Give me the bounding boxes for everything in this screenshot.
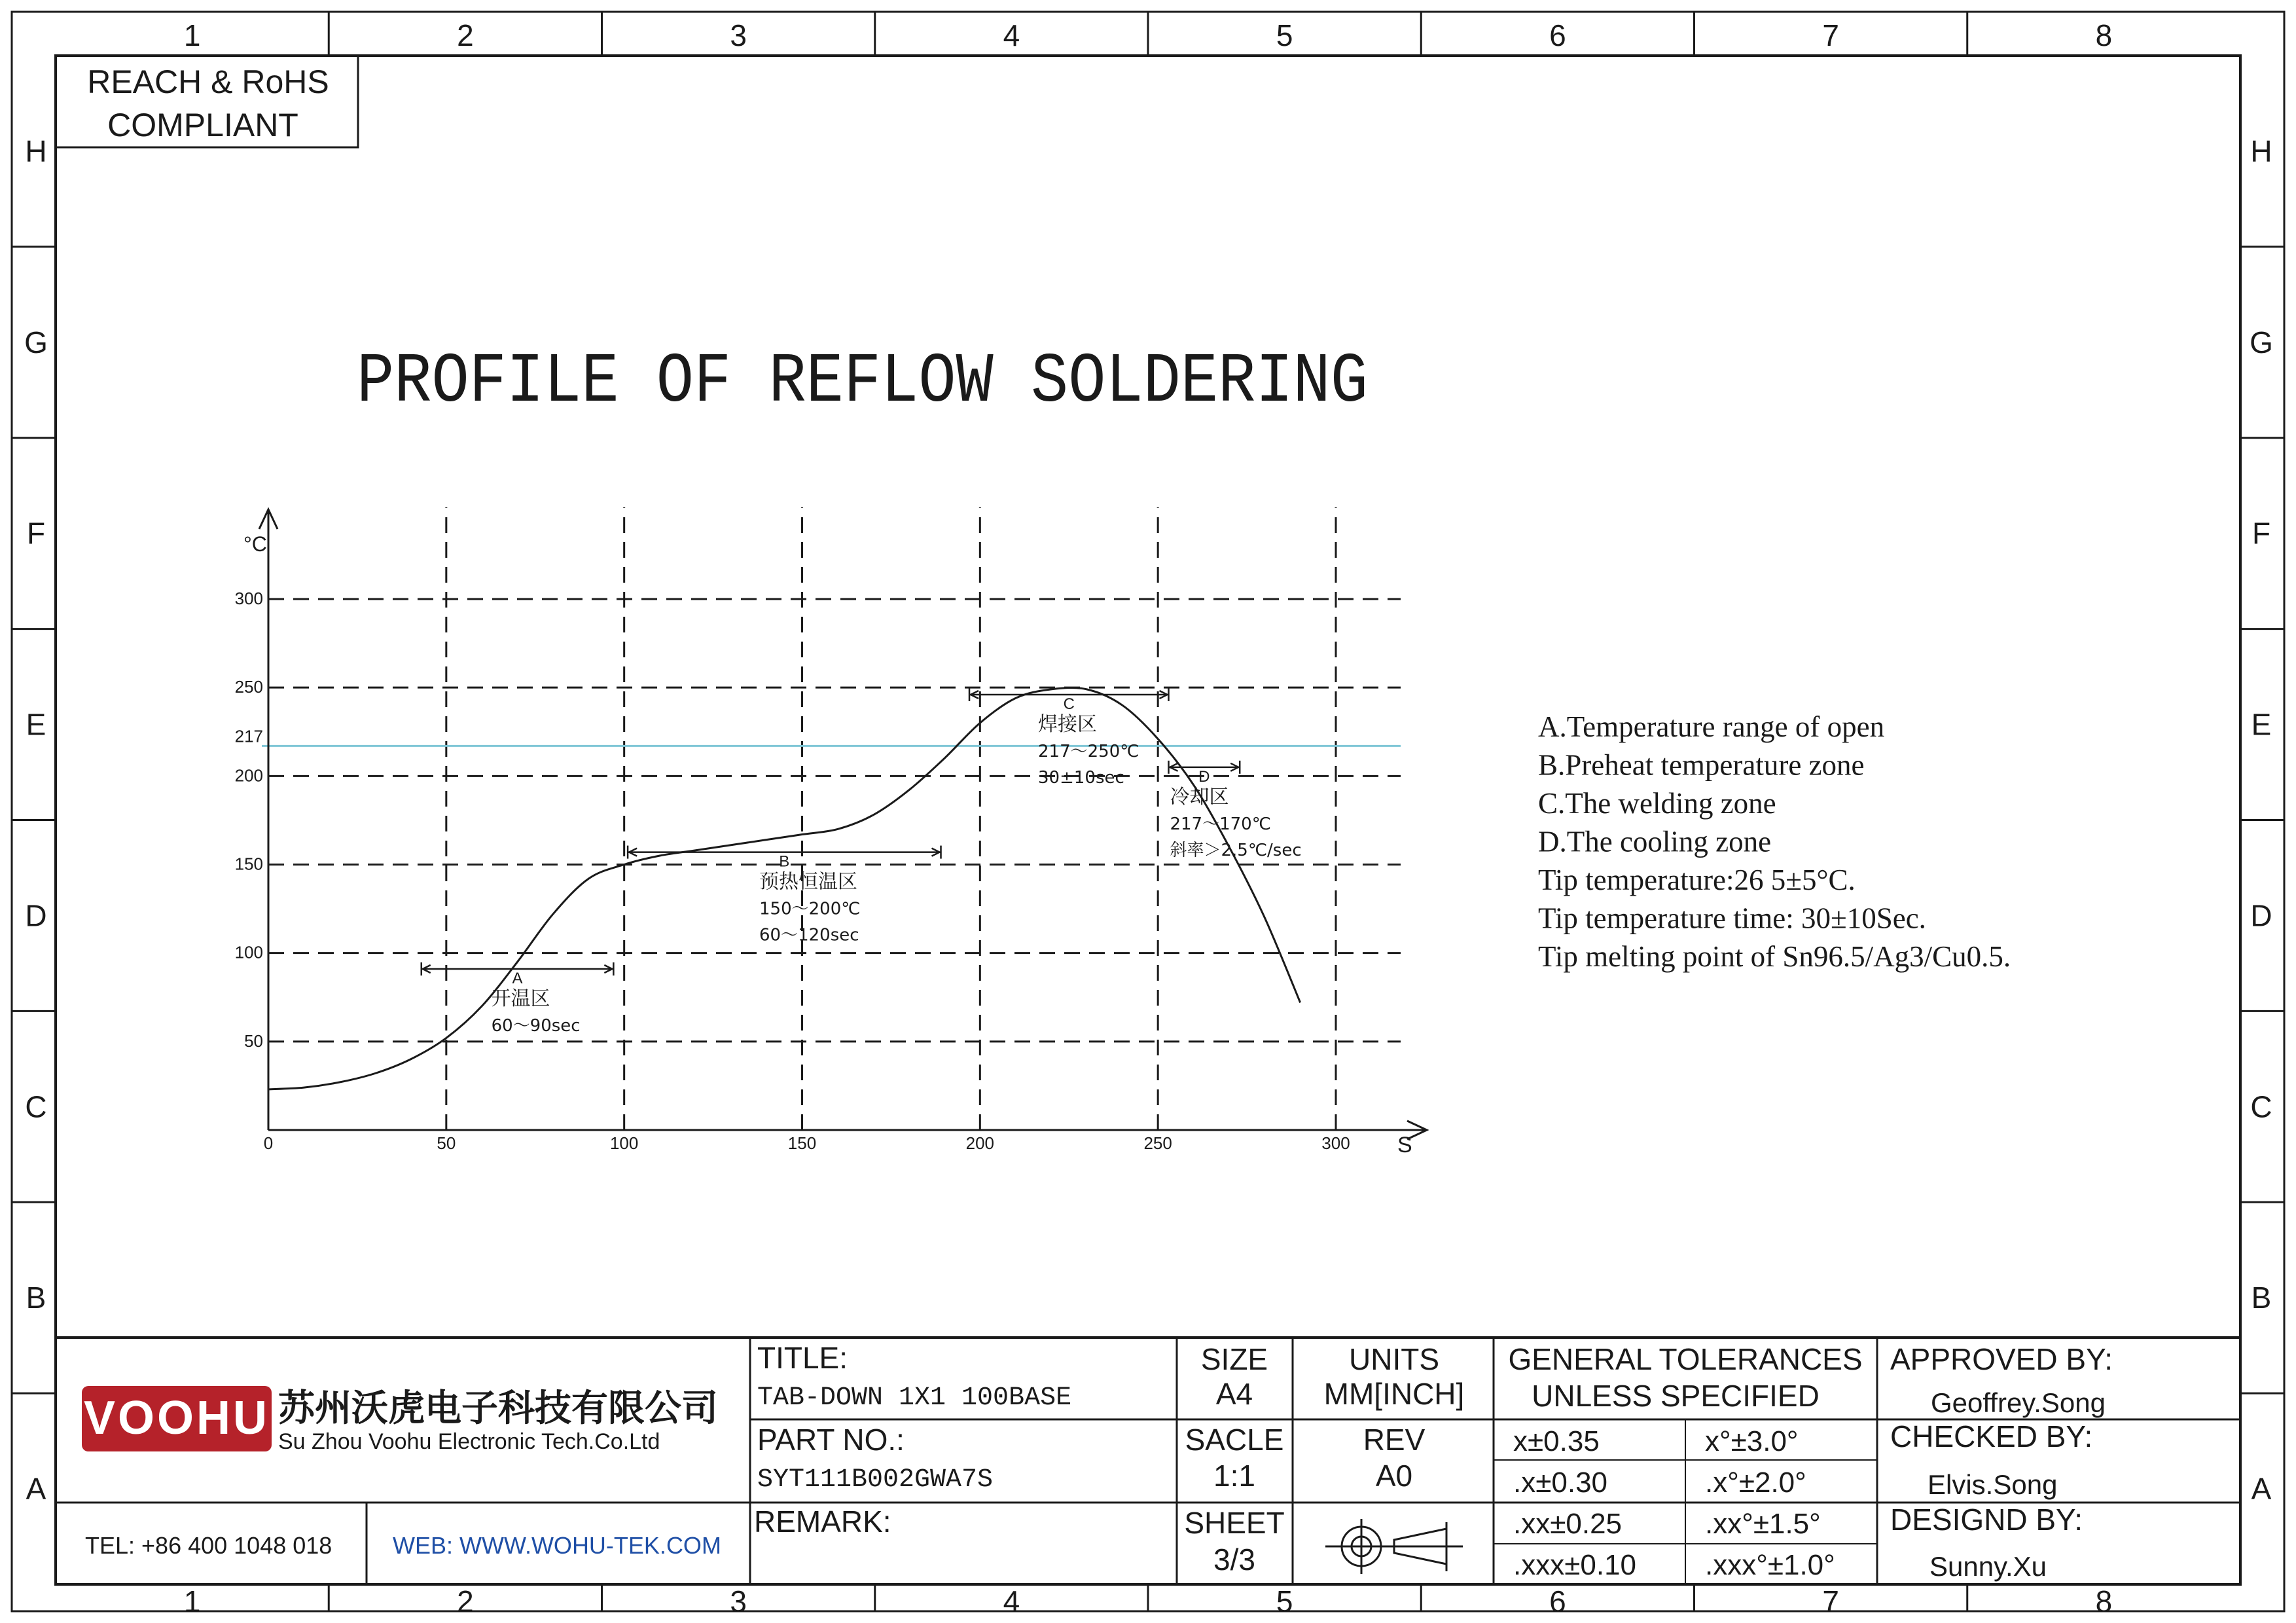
frame-row-label-left: H	[25, 134, 47, 168]
frame-col-label-top: 6	[1549, 18, 1566, 52]
zone-b	[628, 846, 941, 945]
zone-annotation: 60～90sec	[491, 1015, 581, 1036]
tolerance-angular: .xx°±1.5°	[1705, 1508, 1821, 1540]
note-line: A.Temperature range of open	[1538, 710, 1885, 743]
tolerance-linear: .x±0.30	[1513, 1467, 1608, 1499]
frame-col-label-top: 2	[457, 18, 474, 52]
x-tick-label: 100	[609, 1133, 639, 1153]
zone-annotation: 斜率＞2.5℃/sec	[1170, 840, 1302, 860]
frame-zone-markers	[12, 12, 2284, 1618]
units-label: UNITS	[1349, 1342, 1439, 1376]
y-tick-label: 217	[234, 726, 263, 746]
units-value: MM[INCH]	[1323, 1377, 1465, 1411]
checked-by-value: Elvis.Song	[1928, 1469, 2058, 1500]
company-name-cn: 苏州沃虎电子科技有限公司	[278, 1387, 718, 1430]
frame-row-label-left: C	[25, 1089, 47, 1124]
designed-by-label: DESIGND BY:	[1890, 1503, 2083, 1537]
notes-block	[1538, 710, 2011, 973]
frame-col-label-bottom: 6	[1549, 1584, 1566, 1618]
x-tick-label: 0	[263, 1133, 274, 1153]
part-no-value: SYT111B002GWA7S	[757, 1465, 994, 1495]
tolerance-header-1: GENERAL TOLERANCES	[1508, 1342, 1863, 1376]
frame-row-label-right: E	[2251, 707, 2272, 742]
tolerance-header-2: UNLESS SPECIFIED	[1532, 1379, 1820, 1413]
y-axis-label: °C	[243, 532, 267, 556]
frame-row-label-right: D	[2250, 898, 2272, 933]
frame-row-label-left: F	[26, 516, 46, 551]
frame-col-label-bottom: 3	[730, 1584, 747, 1618]
zone-mark: D	[1198, 767, 1210, 786]
frame-row-label-right: F	[2251, 516, 2271, 551]
x-axis-label: S	[1397, 1133, 1412, 1158]
frame-row-label-right: B	[2251, 1281, 2272, 1315]
x-tick-label: 300	[1321, 1133, 1350, 1153]
note-line: B.Preheat temperature zone	[1538, 748, 1865, 782]
compliance-box	[56, 56, 358, 147]
note-line: C.The welding zone	[1538, 787, 1776, 820]
zone-mark: A	[512, 969, 523, 987]
x-tick-label: 200	[965, 1133, 995, 1153]
tel-text: TEL: +86 400 1048 018	[85, 1532, 332, 1559]
y-tick-label: 250	[234, 677, 263, 697]
sheet-value: 3/3	[1213, 1542, 1255, 1577]
frame-row-label-right: H	[2250, 134, 2272, 168]
rev-label: REV	[1363, 1423, 1426, 1457]
zone-annotation: 开温区	[491, 987, 550, 1010]
frame-col-label-bottom: 8	[2095, 1584, 2113, 1618]
frame-col-label-top: 7	[1822, 18, 1839, 52]
frame-col-label-top: 8	[2095, 18, 2113, 52]
frame-row-label-left: E	[26, 707, 46, 742]
part-no-label: PART NO.:	[757, 1423, 905, 1457]
frame-col-label-bottom: 5	[1276, 1584, 1293, 1618]
zone-annotation: 焊接区	[1038, 712, 1098, 736]
frame-row-label-right: A	[2251, 1472, 2272, 1506]
frame-col-label-top: 3	[730, 18, 747, 52]
note-line: Tip temperature:26 5±5°C.	[1538, 864, 1856, 896]
y-tick-label: 300	[234, 589, 263, 608]
frame-row-label-left: B	[26, 1281, 46, 1315]
note-line: Tip temperature time: 30±10Sec.	[1538, 902, 1926, 935]
title-block	[56, 1338, 2240, 1584]
zone-a	[422, 962, 614, 1036]
tolerance-angular: .xxx°±1.0°	[1705, 1549, 1835, 1581]
tolerance-angular: .x°±2.0°	[1705, 1467, 1806, 1499]
tolerance-linear: .xx±0.25	[1513, 1508, 1623, 1540]
frame-col-label-bottom: 7	[1822, 1584, 1839, 1618]
scale-label: SACLE	[1185, 1423, 1284, 1457]
approved-by-value: Geoffrey.Song	[1931, 1387, 2106, 1418]
y-tick-label: 50	[244, 1030, 263, 1051]
frame-col-label-top: 4	[1003, 18, 1020, 52]
compliance-line-2: COMPLIANT	[107, 107, 298, 143]
first-angle-projection-icon	[1325, 1519, 1463, 1574]
zone-d	[1168, 761, 1301, 860]
frame-row-label-right: C	[2250, 1089, 2272, 1124]
sheet-label: SHEET	[1184, 1506, 1285, 1540]
title-value: TAB-DOWN 1X1 100BASE	[757, 1383, 1072, 1413]
x-tick-label: 50	[437, 1133, 456, 1153]
tolerance-angular: x°±3.0°	[1705, 1425, 1799, 1457]
zone-annotation: 150～200℃	[759, 899, 861, 919]
y-tick-label: 100	[234, 942, 263, 962]
x-tick-label: 250	[1143, 1133, 1172, 1153]
zone-mark: C	[1063, 695, 1075, 713]
chart-title: PROFILE OF REFLOW SOLDERING	[357, 342, 1368, 422]
frame-row-label-left: G	[24, 325, 48, 359]
y-tick-label: 200	[234, 765, 263, 786]
company-logo-text: VOOHU	[83, 1392, 270, 1444]
frame-col-label-bottom: 2	[457, 1584, 474, 1618]
zone-annotation: 预热恒温区	[759, 870, 857, 894]
frame-col-label-top: 1	[183, 18, 201, 52]
size-value: A4	[1215, 1377, 1253, 1411]
tolerance-linear: x±0.35	[1513, 1425, 1600, 1457]
compliance-line-1: REACH & RoHS	[87, 64, 329, 100]
company-name-en: Su Zhou Voohu Electronic Tech.Co.Ltd	[278, 1429, 660, 1454]
note-line: D.The cooling zone	[1538, 825, 1772, 858]
frame-row-label-left: A	[26, 1472, 46, 1506]
frame-row-label-right: G	[2250, 325, 2273, 359]
approved-by-label: APPROVED BY:	[1890, 1342, 2113, 1376]
size-label: SIZE	[1200, 1342, 1268, 1376]
frame-col-label-top: 5	[1276, 18, 1293, 52]
reflow-profile-chart	[235, 507, 1427, 1158]
checked-by-label: CHECKED BY:	[1890, 1419, 2093, 1453]
frame-col-label-bottom: 1	[183, 1584, 201, 1618]
y-tick-label: 150	[234, 854, 263, 874]
zone-c	[969, 688, 1168, 788]
rev-value: A0	[1375, 1459, 1413, 1493]
frame-row-label-left: D	[25, 898, 47, 933]
designed-by-value: Sunny.Xu	[1929, 1551, 2047, 1582]
web-link[interactable]: WEB: WWW.WOHU-TEK.COM	[393, 1532, 721, 1559]
scale-value: 1:1	[1213, 1459, 1255, 1493]
x-tick-label: 150	[787, 1133, 817, 1153]
zone-annotation: 60～120sec	[759, 925, 859, 945]
title-label: TITLE:	[757, 1341, 848, 1375]
remark-label: REMARK:	[754, 1504, 891, 1539]
tolerance-linear: .xxx±0.10	[1513, 1549, 1637, 1581]
zone-annotation: 30±10sec	[1038, 767, 1124, 788]
zone-annotation: 冷却区	[1170, 785, 1229, 809]
note-line: Tip melting point of Sn96.5/Ag3/Cu0.5.	[1538, 940, 2011, 973]
zone-mark: B	[779, 852, 790, 871]
frame-col-label-bottom: 4	[1003, 1584, 1020, 1618]
zone-annotation: 217～250℃	[1038, 741, 1139, 761]
zone-annotation: 217～170℃	[1170, 814, 1271, 834]
